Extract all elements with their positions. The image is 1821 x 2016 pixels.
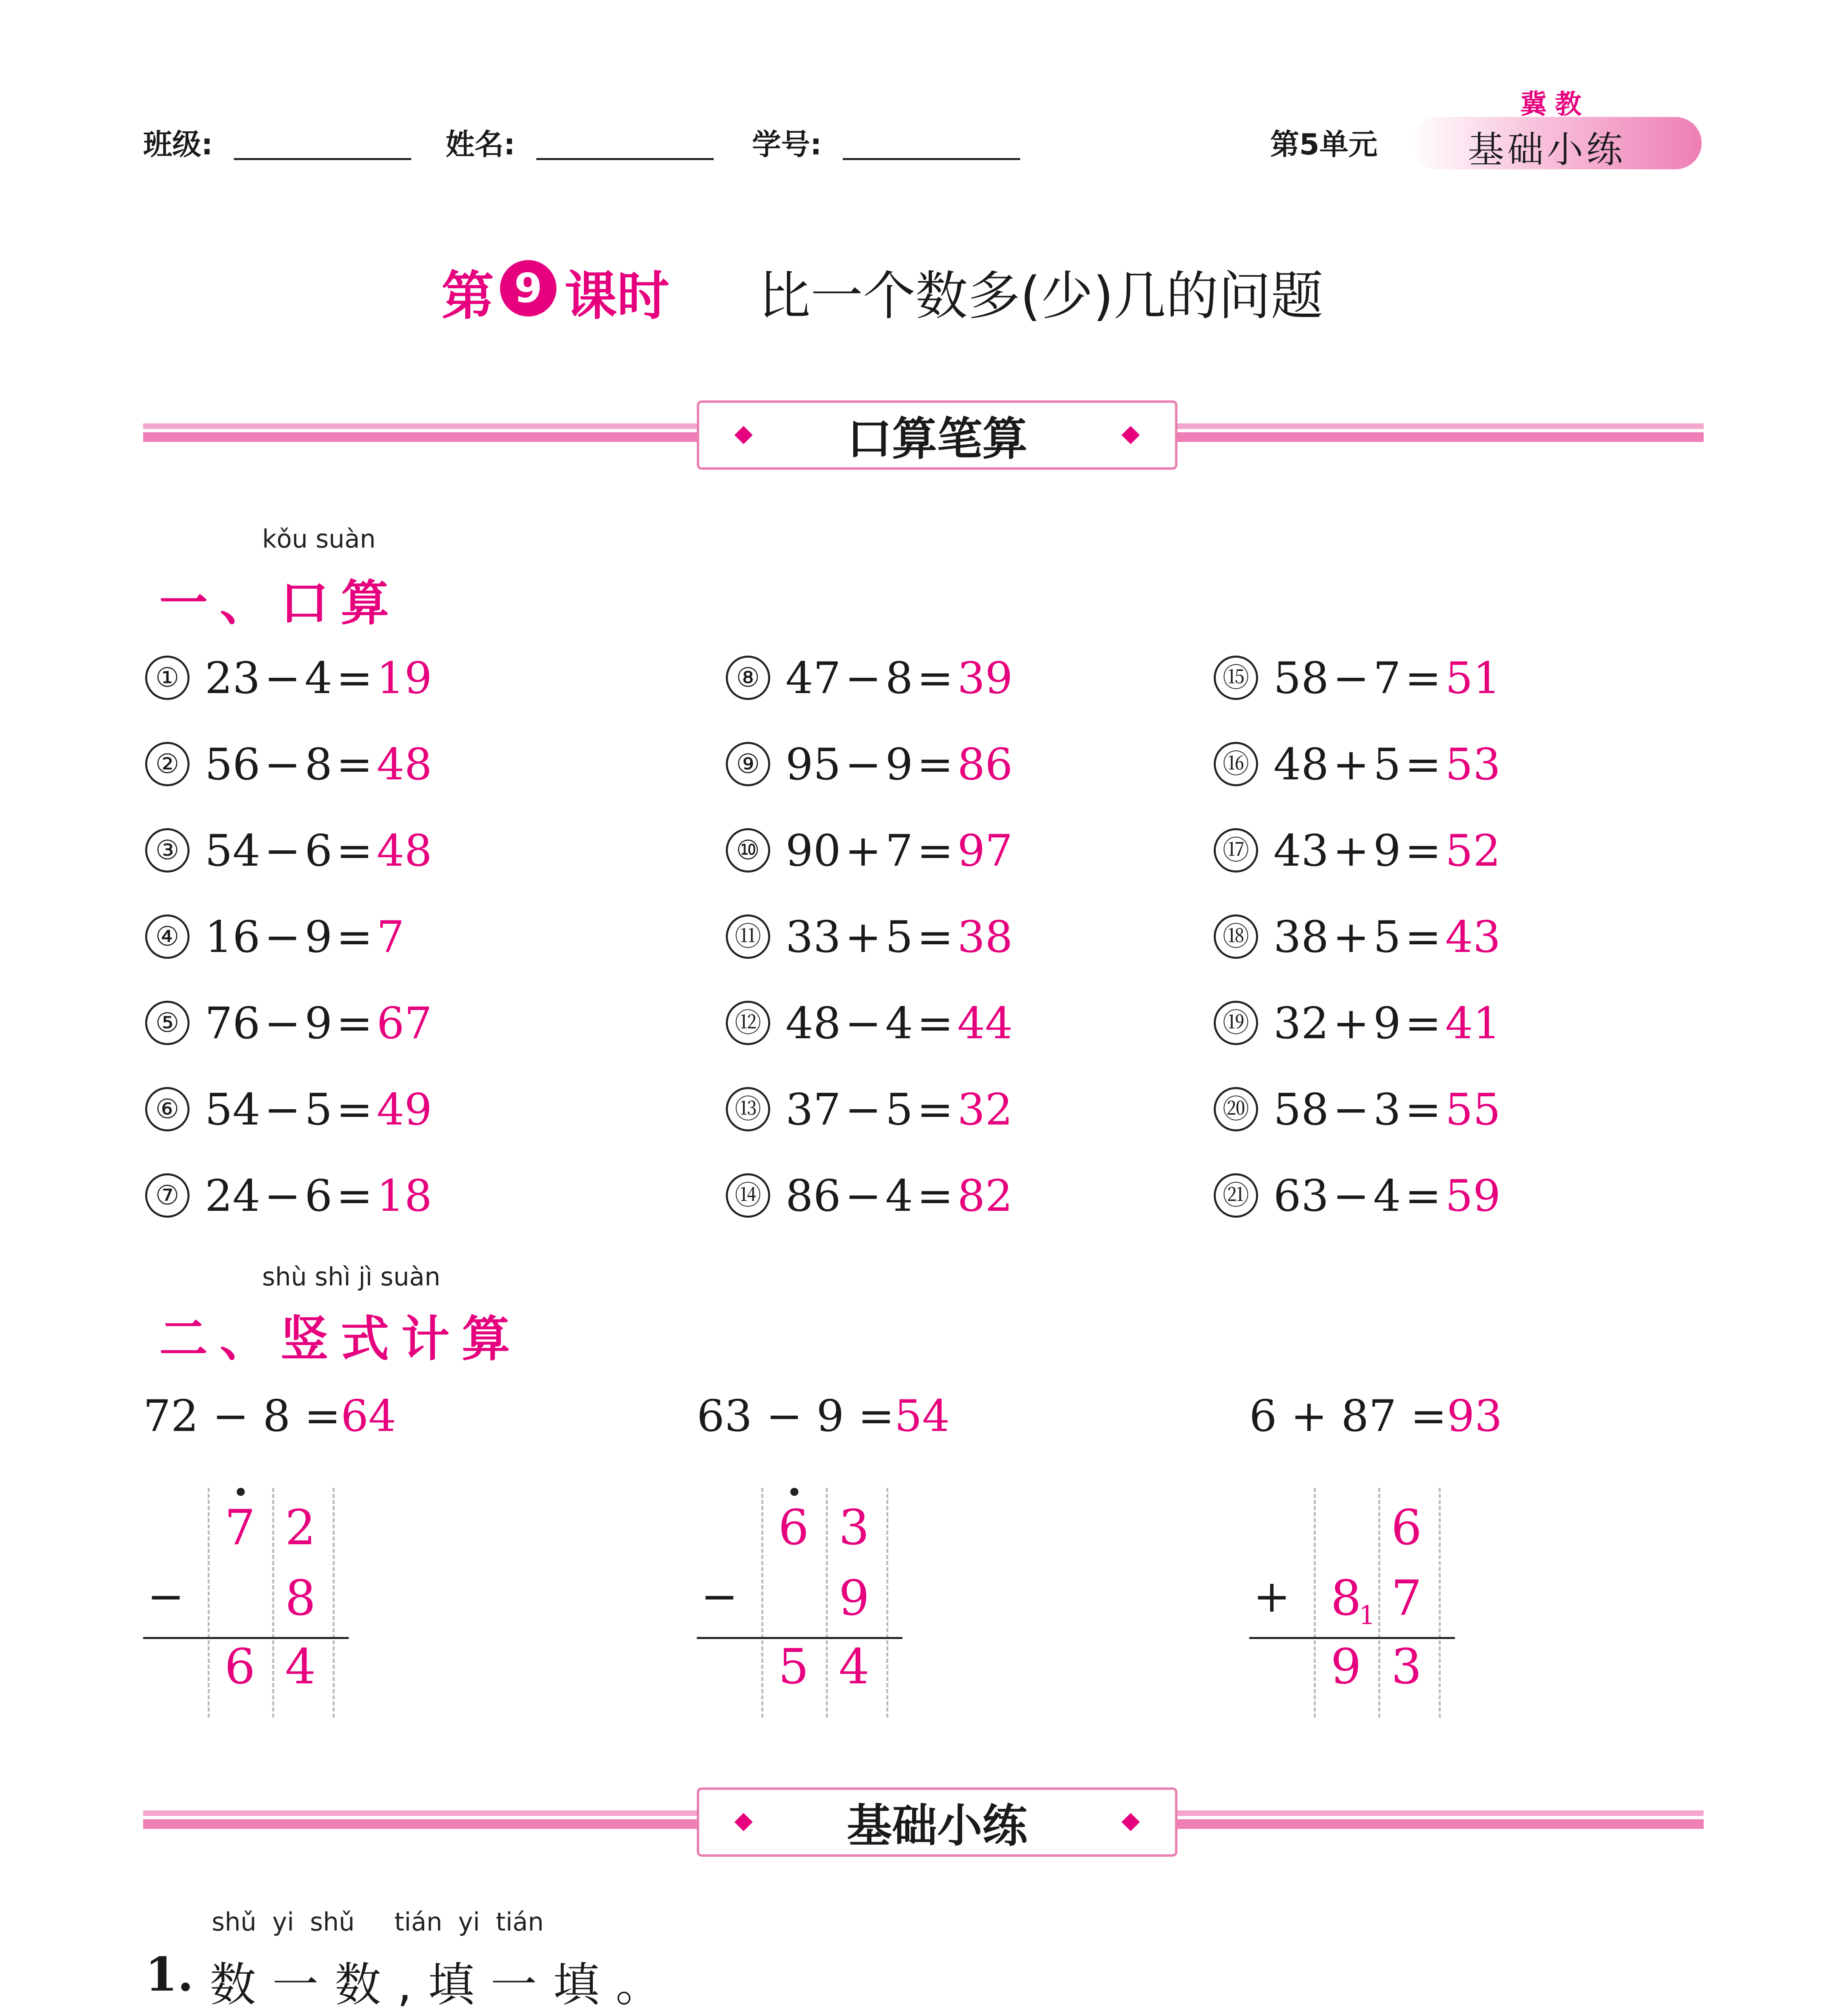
operator: −	[264, 1171, 301, 1221]
expression: 72 − 8 =	[143, 1391, 341, 1441]
operand-b: 6	[304, 1171, 333, 1221]
mid-ones: 7	[1391, 1570, 1422, 1627]
column-guide	[208, 1488, 210, 1718]
oral-problem	[1214, 826, 1501, 877]
vertical-expression	[143, 1391, 396, 1441]
operator: −	[264, 998, 301, 1049]
diamond-icon	[734, 1813, 752, 1831]
equals: =	[917, 739, 954, 790]
problem-number: ⑰	[1214, 828, 1258, 873]
name-label: 姓名:	[446, 127, 515, 161]
operand-a: 58	[1273, 653, 1329, 704]
oral-problem	[726, 1085, 1013, 1135]
operand-b: 3	[1373, 1085, 1401, 1135]
operand-b: 5	[304, 1085, 333, 1135]
operand-b: 9	[1373, 826, 1401, 876]
column-guide	[1314, 1488, 1316, 1718]
operator: +	[845, 826, 881, 876]
answer[interactable]: 43	[1445, 912, 1501, 962]
res-ones[interactable]: 4	[285, 1639, 316, 1695]
answer[interactable]: 97	[957, 826, 1013, 876]
operator: −	[264, 826, 301, 876]
ex1-title: 数一数,填一填。	[210, 1958, 678, 2012]
oral-problem	[1214, 1171, 1501, 1222]
equals: =	[1404, 739, 1442, 790]
equals: =	[1404, 653, 1442, 704]
borrow-dot	[790, 1488, 798, 1496]
section1-pinyin: kǒu suàn	[262, 524, 376, 554]
column-guide	[333, 1488, 335, 1718]
operand-a: 38	[1273, 912, 1329, 962]
operand-b: 8	[304, 739, 333, 790]
operand-a: 54	[205, 826, 260, 876]
operand-a: 90	[785, 826, 841, 876]
vertical-operator: −	[147, 1570, 185, 1622]
ex1-pinyin: shǔ yi shǔ tián yi tián	[212, 1907, 544, 1937]
expression: 63 − 9 =	[697, 1391, 895, 1441]
answer[interactable]: 18	[377, 1171, 432, 1221]
operator: −	[1333, 1085, 1369, 1135]
operand-b: 9	[304, 998, 333, 1049]
vertical-operator: +	[1253, 1570, 1291, 1622]
oral-problem	[1214, 653, 1501, 704]
top-ones: 3	[838, 1500, 870, 1556]
top-ones: 2	[285, 1500, 316, 1556]
operand-a: 86	[785, 1171, 841, 1221]
operator: +	[1333, 998, 1369, 1049]
operand-b: 4	[885, 1171, 913, 1221]
problem-number: ⑫	[726, 1001, 770, 1045]
problem-number: ⑨	[726, 742, 770, 786]
operand-b: 5	[1373, 739, 1401, 790]
equals: =	[917, 1085, 954, 1135]
problem-number: ⑱	[1214, 914, 1258, 959]
operator: −	[264, 912, 301, 962]
vertical-expression	[1249, 1391, 1502, 1441]
equals: =	[1404, 826, 1442, 876]
operand-a: 32	[1273, 998, 1329, 1049]
problem-number: ⑦	[145, 1173, 190, 1218]
operator: +	[1333, 912, 1369, 962]
equals: =	[336, 739, 373, 790]
operand-a: 63	[1273, 1171, 1329, 1221]
vertical-expression	[697, 1391, 950, 1441]
operator: −	[845, 1171, 881, 1221]
operand-b: 5	[885, 912, 913, 962]
column-guide	[886, 1488, 888, 1718]
res-ones[interactable]: 3	[1391, 1639, 1422, 1695]
answer[interactable]: 49	[377, 1085, 432, 1135]
problem-number: ⑥	[145, 1087, 190, 1131]
operand-a: 54	[205, 1085, 260, 1135]
equals: =	[336, 1085, 373, 1135]
operand-b: 5	[1373, 912, 1401, 962]
operand-a: 56	[205, 739, 260, 790]
equals: =	[1404, 912, 1442, 962]
equals: =	[917, 998, 954, 1049]
band-口算笔算	[697, 400, 1177, 470]
badge-label: 基础小练	[1468, 129, 1626, 171]
diamond-icon	[1121, 426, 1140, 444]
unit-label: 第5单元	[1270, 127, 1378, 161]
operator: −	[1333, 1171, 1369, 1221]
mid-ones: 9	[838, 1570, 870, 1627]
operand-a: 58	[1273, 1085, 1329, 1135]
operand-a: 24	[205, 1171, 260, 1221]
answer[interactable]: 82	[957, 1171, 1013, 1221]
expression-answer[interactable]: 64	[341, 1391, 396, 1441]
problem-number: ⑪	[726, 914, 770, 959]
problem-number: ⑬	[726, 1087, 770, 1131]
operand-a: 48	[1273, 739, 1329, 790]
diamond-icon	[1121, 1813, 1140, 1831]
oral-problem	[1214, 998, 1501, 1049]
answer[interactable]: 32	[957, 1085, 1013, 1135]
answer[interactable]: 51	[1445, 653, 1501, 704]
answer[interactable]: 39	[957, 653, 1013, 704]
equals: =	[917, 912, 954, 962]
problem-number: ⑩	[726, 828, 770, 873]
operator: −	[264, 1085, 301, 1135]
problem-number: ①	[145, 656, 190, 700]
operand-b: 8	[885, 653, 913, 704]
equals: =	[917, 826, 954, 876]
carry-mark: 1	[1359, 1601, 1375, 1631]
oral-problem	[726, 998, 1013, 1049]
column-guide	[1378, 1488, 1380, 1718]
top-tens: 7	[224, 1500, 256, 1556]
oral-problem	[145, 1171, 432, 1222]
oral-problem	[726, 1171, 1013, 1222]
operand-a: 48	[785, 998, 841, 1049]
answer[interactable]: 48	[377, 826, 432, 876]
answer[interactable]: 19	[377, 653, 432, 704]
ex1-number: 1.	[145, 1947, 194, 2002]
operator: −	[845, 653, 881, 704]
oral-problem	[726, 739, 1013, 790]
lesson-number-badge: 9	[500, 260, 556, 317]
operand-b: 9	[885, 739, 913, 790]
answer[interactable]: 55	[1445, 1085, 1501, 1135]
column-guide	[761, 1488, 763, 1718]
column-guide	[272, 1488, 274, 1718]
equals: =	[917, 1171, 954, 1221]
operand-b: 7	[885, 826, 913, 876]
borrow-dot	[237, 1488, 245, 1496]
answer[interactable]: 48	[377, 739, 432, 790]
operand-a: 47	[785, 653, 841, 704]
section2-title: 二、竖式计算	[159, 1311, 522, 1367]
operand-b: 4	[1373, 1171, 1401, 1221]
operand-a: 37	[785, 1085, 841, 1135]
operand-b: 5	[885, 1085, 913, 1135]
answer[interactable]: 7	[377, 912, 404, 962]
section1-title: 一、口算	[159, 575, 401, 631]
name-blank[interactable]	[536, 158, 714, 160]
problem-number: ⑧	[726, 656, 770, 700]
operand-b: 6	[304, 826, 333, 876]
operator: −	[845, 739, 881, 790]
expression-answer[interactable]: 54	[894, 1391, 950, 1441]
id-blank[interactable]	[843, 158, 1020, 160]
oral-problem	[145, 998, 432, 1049]
operator: −	[845, 1085, 881, 1135]
operand-a: 43	[1273, 826, 1329, 876]
operand-b: 9	[1373, 998, 1401, 1049]
equals: =	[1404, 1085, 1442, 1135]
operator: +	[845, 912, 881, 962]
operand-b: 4	[304, 653, 333, 704]
problem-number: ⑤	[145, 1001, 190, 1045]
top-ones: 6	[1391, 1500, 1422, 1556]
oral-problem	[145, 653, 432, 704]
oral-problem	[145, 826, 432, 877]
operand-a: 16	[205, 912, 260, 962]
problem-number: ㉑	[1214, 1173, 1258, 1218]
lesson-title: 比一个数多(少)几的问题	[758, 265, 1323, 327]
oral-problem	[1214, 912, 1501, 963]
problem-number: ②	[145, 742, 190, 786]
operand-a: 76	[205, 998, 260, 1049]
answer[interactable]: 52	[1445, 826, 1501, 876]
res-ones[interactable]: 4	[838, 1639, 870, 1695]
problem-number: ⑳	[1214, 1087, 1258, 1131]
oral-problem	[1214, 739, 1501, 790]
expression: 6 + 87 =	[1249, 1391, 1447, 1441]
answer[interactable]: 86	[957, 739, 1013, 790]
res-tens[interactable]: 5	[778, 1639, 809, 1695]
equals: =	[1404, 1171, 1442, 1221]
band-title: 基础小练	[847, 1799, 1027, 1852]
res-tens[interactable]: 6	[224, 1639, 256, 1695]
equals: =	[336, 653, 373, 704]
operand-b: 4	[885, 998, 913, 1049]
problem-number: ⑯	[1214, 742, 1258, 786]
answer[interactable]: 44	[957, 998, 1013, 1049]
operator: −	[264, 739, 301, 790]
problem-number: ⑲	[1214, 1001, 1258, 1045]
band-title: 口算笔算	[847, 412, 1027, 465]
problem-number: ④	[145, 914, 190, 959]
lesson-prefix-b: 课时	[565, 265, 670, 327]
answer[interactable]: 67	[377, 998, 432, 1049]
oral-problem	[726, 826, 1013, 877]
res-tens[interactable]: 9	[1330, 1639, 1362, 1695]
expression-answer[interactable]: 93	[1447, 1391, 1502, 1441]
vertical-operator: −	[701, 1570, 738, 1622]
oral-problem	[726, 912, 1013, 963]
mid-ones: 8	[285, 1570, 316, 1627]
diamond-icon	[734, 426, 752, 444]
operator: −	[264, 653, 301, 704]
equals: =	[336, 1171, 373, 1221]
class-label: 班级:	[143, 127, 213, 161]
mid-tens: 8	[1330, 1570, 1362, 1627]
top-tens: 6	[778, 1500, 809, 1556]
operand-a: 23	[205, 653, 260, 704]
class-blank[interactable]	[234, 158, 411, 160]
badge-top: 冀教	[1520, 89, 1590, 120]
answer[interactable]: 59	[1445, 1171, 1501, 1221]
oral-problem	[1214, 1085, 1501, 1135]
problem-number: ⑭	[726, 1173, 770, 1218]
answer[interactable]: 53	[1445, 739, 1501, 790]
section2-pinyin: shù shì jì suàn	[262, 1262, 441, 1291]
oral-problem	[145, 912, 404, 963]
oral-problem	[726, 653, 1013, 704]
id-label: 学号:	[752, 127, 822, 161]
equals: =	[336, 912, 373, 962]
oral-problem	[145, 739, 432, 790]
oral-problem	[145, 1085, 432, 1135]
operator: −	[1333, 653, 1369, 704]
equals: =	[336, 998, 373, 1049]
equals: =	[336, 826, 373, 876]
operator: +	[1333, 739, 1369, 790]
lesson-prefix-a: 第	[442, 265, 494, 327]
operand-b: 7	[1373, 653, 1401, 704]
operand-a: 95	[785, 739, 841, 790]
column-guide	[826, 1488, 828, 1718]
column-guide	[1439, 1488, 1441, 1718]
answer[interactable]: 41	[1445, 998, 1501, 1049]
operator: +	[1333, 826, 1369, 876]
band-基础小练	[697, 1787, 1177, 1857]
operator: −	[845, 998, 881, 1049]
equals: =	[917, 653, 954, 704]
equals: =	[1404, 998, 1442, 1049]
problem-number: ⑮	[1214, 656, 1258, 700]
answer[interactable]: 38	[957, 912, 1013, 962]
problem-number: ③	[145, 828, 190, 873]
operand-b: 9	[304, 912, 333, 962]
operand-a: 33	[785, 912, 841, 962]
